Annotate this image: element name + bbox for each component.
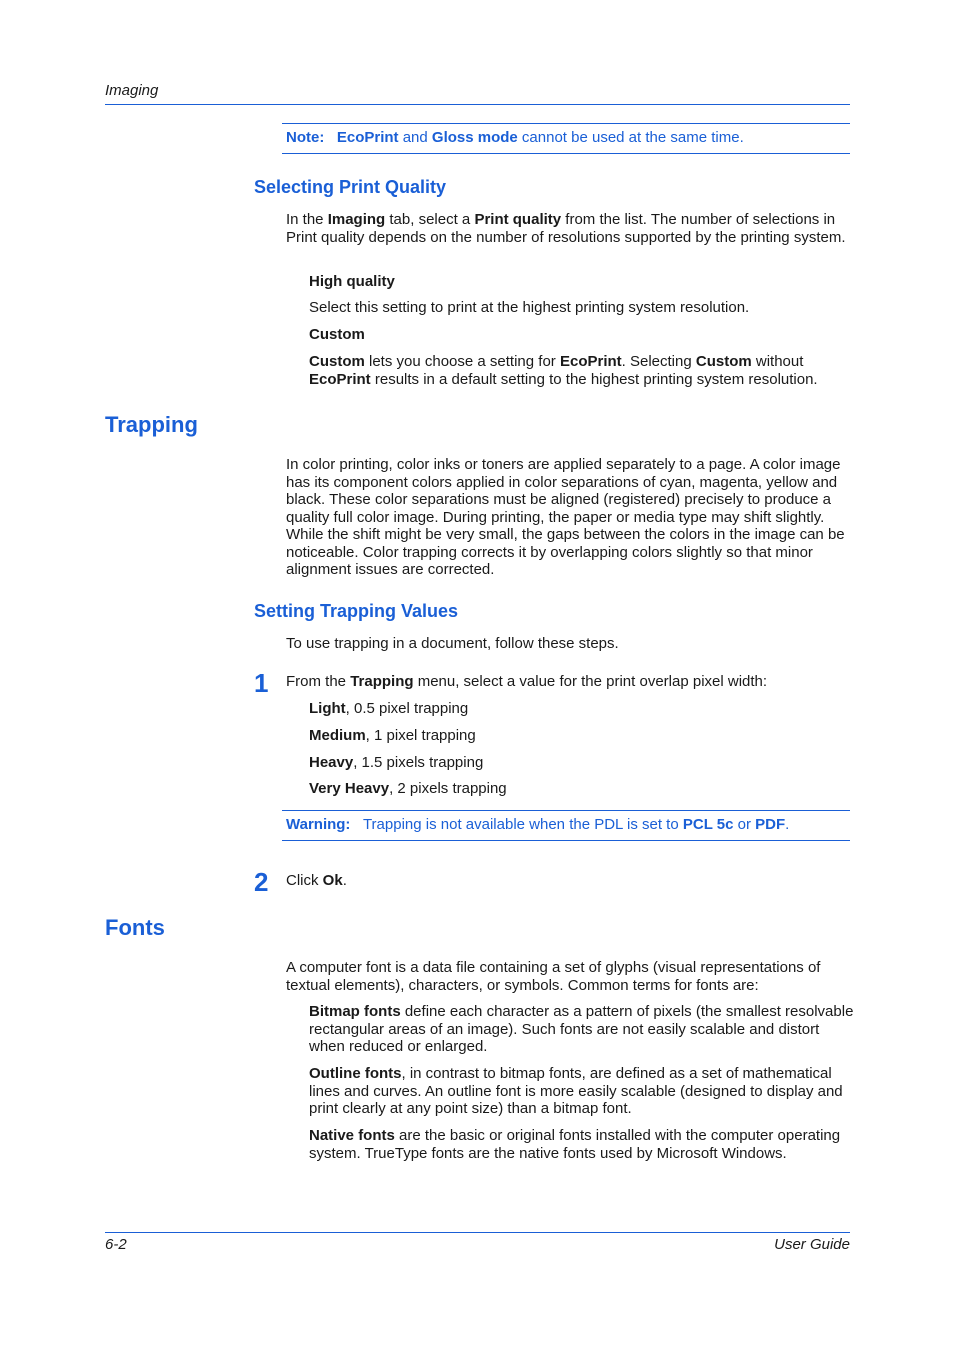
bold-run: Ok [322,872,343,889]
bold-run: Imaging [327,211,386,228]
note-text-part: cannot be used at the same time. [517,129,744,146]
text-run: define each character as a pattern of pixels (the smallest resolvable rectangular areas of an image). Such fonts are not easily scalable and distort when reduced or enlarged. [309,1003,854,1055]
text-run: Trapping is not available when the PDL is set to [362,816,683,833]
trapping-option-light [309,700,468,718]
text-run: lets you choose a setting for [364,353,560,370]
bold-run: Trapping [350,673,414,690]
note-label: Note: [286,129,325,146]
bold-run: Print quality [474,211,562,228]
trapping-option-medium [309,727,476,745]
page-number: 6-2 [105,1236,127,1253]
high-quality-title: High quality [309,273,395,290]
option-desc: , 2 pixels trapping [389,780,507,797]
bold-run: PCL 5c [682,816,734,833]
custom-desc [309,353,854,388]
step-1-text [286,673,850,691]
bold-run: Native fonts [309,1127,395,1144]
document-title: User Guide [774,1236,850,1253]
text-run: . [342,872,347,889]
section-heading-setting-trapping: Setting Trapping Values [254,601,459,621]
text-run: , in contrast to bitmap fonts, are defined as a set of mathematical lines and curves. An outline font is more easily scalable (designed to display and print clearly at any point size) than a bitmap font. [309,1065,843,1117]
custom-title: Custom [309,326,365,343]
footer-rule [105,1232,850,1233]
setting-trapping-intro: To use trapping in a document, follow these steps. [286,635,619,652]
option-desc: , 1.5 pixels trapping [353,754,484,771]
step-number-1: 1 [254,668,269,698]
note-top-rule [282,123,850,124]
section-heading-fonts: Fonts [105,915,165,940]
section-heading-trapping: Trapping [105,412,198,437]
text-run: Click [286,872,323,889]
text-run: In the [286,211,328,228]
text-run: results in a default setting to the highest printing system resolution. [370,370,818,388]
text-run: tab, select a [385,211,475,228]
native-fonts-desc [309,1127,854,1162]
text-run: or [733,816,756,833]
option-name: Heavy [309,754,354,771]
bold-run: Custom [695,353,752,370]
warning-top-rule [282,810,850,811]
option-name: Light [309,700,346,717]
running-header: Imaging [105,82,159,99]
step-number-2: 2 [254,867,269,897]
trapping-option-heavy [309,754,483,772]
option-name: Medium [309,727,366,744]
note-term-gloss: Gloss mode [431,129,518,146]
option-name: Very Heavy [309,780,390,797]
section-heading-print-quality: Selecting Print Quality [254,177,447,197]
note-text-part: and [398,129,432,146]
warning-label: Warning: [286,816,351,833]
text-run: . Selecting [621,353,696,370]
high-quality-desc: Select this setting to print at the highest printing system resolution. [309,299,750,316]
note-term-ecoprint: EcoPrint [336,129,399,146]
option-desc: , 1 pixel trapping [365,727,476,744]
header-rule [105,104,850,105]
note-text [286,129,744,147]
text-run: From the [286,673,351,690]
step-2-text [286,872,347,890]
warning-bottom-rule [282,840,850,841]
option-desc: , 0.5 pixel trapping [345,700,469,717]
bold-run: Outline fonts [309,1065,402,1082]
outline-fonts-desc [309,1065,854,1118]
print-quality-intro [286,211,850,246]
bold-run: EcoPrint [309,370,371,388]
bold-run: Custom [309,353,365,370]
bold-run: EcoPrint [559,353,622,370]
text-run: without [751,353,804,370]
text-run: menu, select a value for the print overlap pixel width: [413,673,768,690]
warning-text [286,816,789,834]
bold-run: PDF [755,816,786,833]
text-run: from the list. The number of selections in Print quality depends on the number of resolutions supported by the printing system. [286,211,846,246]
trapping-option-very-heavy [309,780,507,798]
trapping-body: In color printing, color inks or toners are applied separately to a page. A color image has its component colors applied in color separations of cyan, magenta, yellow and black. These color separations must be aligned (registered) precisely to produce a quality full color image. During printing, the paper or media type may shift slightly. While the shift might be very small, the gaps between the colors in the image can be noticeable. Color trapping corrects it by overlapping colors slightly so that minor alignment issues are corrected. [286,456,845,578]
fonts-intro: A computer font is a data file containing a set of glyphs (visual representations of textual elements), characters, or symbols. Common terms for fonts are: [286,959,821,994]
note-bottom-rule [282,153,850,154]
bitmap-fonts-desc [309,1003,854,1056]
text-run: . [785,816,790,833]
text-run: are the basic or original fonts installed with the computer operating system. TrueType fonts are the native fonts used by Microsoft Windows. [309,1127,841,1162]
bold-run: Bitmap fonts [309,1003,401,1020]
